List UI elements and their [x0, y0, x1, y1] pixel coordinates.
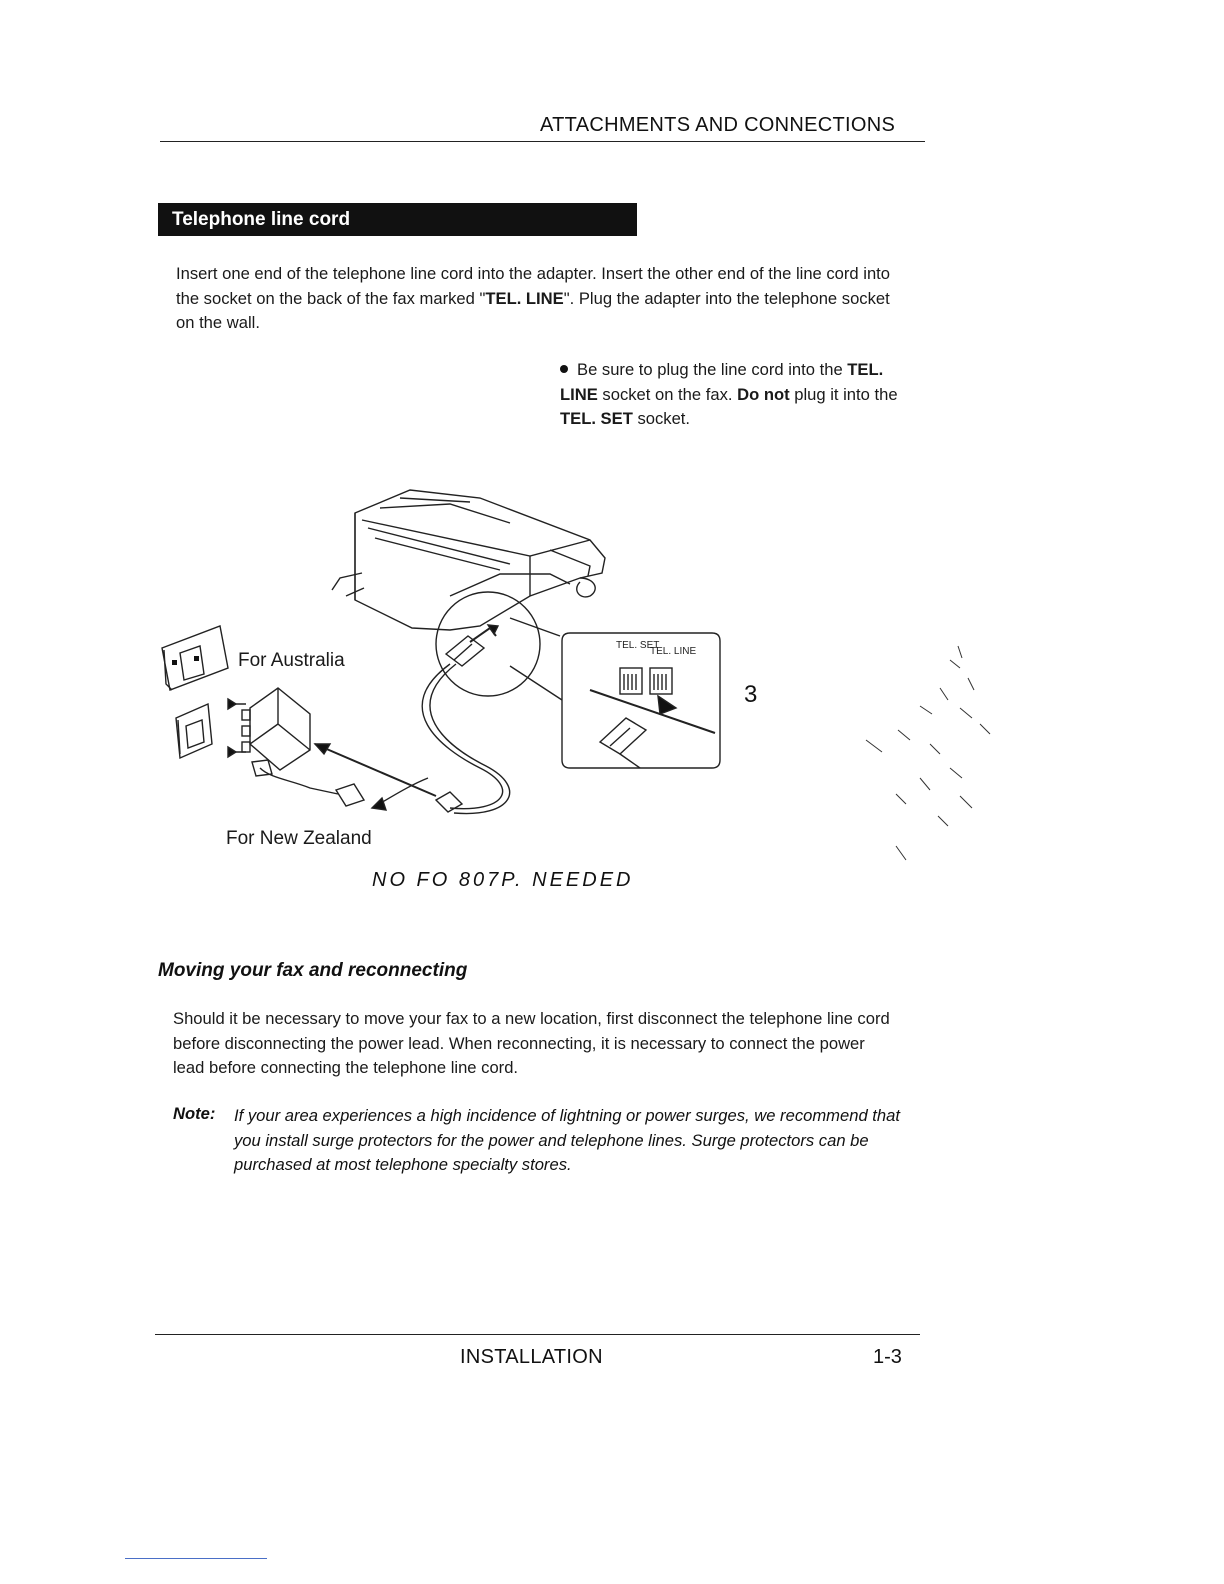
pen-scribble-marks — [866, 646, 990, 860]
moving-paragraph: Should it be necessary to move your fax to a new location, first disconnect the telephone line cord before disconnecting the power lead. When reconnecting, it is necessary to connect the power lead before connecting the telephone line cord. — [173, 1009, 890, 1078]
socket-label-tel-set: TEL. SET — [616, 640, 660, 651]
footer-section-name: INSTALLATION — [460, 1346, 603, 1368]
intro-paragraph — [176, 262, 896, 336]
note-text: If your area experiences a high incidence of lightning or power surges, we recommend that you install surge protectors for the power and telephone lines. Surge protectors can be purchased at most telephone specialty stores. — [234, 1106, 900, 1175]
footer-rule — [155, 1334, 920, 1335]
bullet-tel-line: TEL. LINE — [560, 360, 884, 404]
subsection-heading: Moving your fax and reconnecting — [158, 960, 468, 981]
note-label: Note: — [173, 1104, 216, 1123]
socket-inset-panel — [562, 633, 720, 768]
intro-text-1: Insert one end of the telephone line cord into the adapter. Insert the other end of the line cord into the socket on the back of the fax marked " — [176, 264, 891, 308]
bullet-text-3: plug it into the — [789, 384, 898, 404]
intro-text-2: ". Plug the adapter into the telephone socket on the wall. — [176, 288, 890, 333]
section-title-bar — [158, 203, 637, 236]
adapter — [242, 688, 310, 770]
handwritten-number: 3 — [744, 681, 758, 708]
bullet-tel-set: TEL. SET — [560, 409, 633, 429]
bullet-note — [560, 358, 920, 432]
zoom-circle — [436, 592, 540, 696]
running-header: ATTACHMENTS AND CONNECTIONS — [540, 114, 896, 136]
new-zealand-wall-socket — [176, 704, 212, 758]
header-rule — [160, 141, 925, 142]
handwritten-note: NO FO 807P. NEEDED — [372, 869, 634, 891]
connection-illustration — [150, 478, 1030, 918]
label-for-australia: For Australia — [238, 650, 345, 671]
footer-page-number: 1-3 — [873, 1346, 902, 1368]
bullet-dot — [560, 365, 568, 373]
bullet-text-2: socket on the fax. — [597, 384, 738, 404]
fax-machine-drawing — [332, 490, 605, 630]
bullet-do-not: Do not — [737, 384, 790, 404]
section-title: Telephone line cord — [172, 209, 351, 230]
scan-edge-line — [125, 1558, 267, 1559]
australia-wall-socket — [162, 626, 228, 690]
bullet-text-1: Be sure to plug the line cord into the — [577, 360, 848, 379]
bullet-text-4: socket. — [632, 409, 691, 429]
intro-tel-line: TEL. LINE — [485, 288, 564, 308]
label-for-new-zealand: For New Zealand — [226, 828, 372, 849]
socket-label-tel-line: TEL. LINE — [650, 646, 697, 657]
